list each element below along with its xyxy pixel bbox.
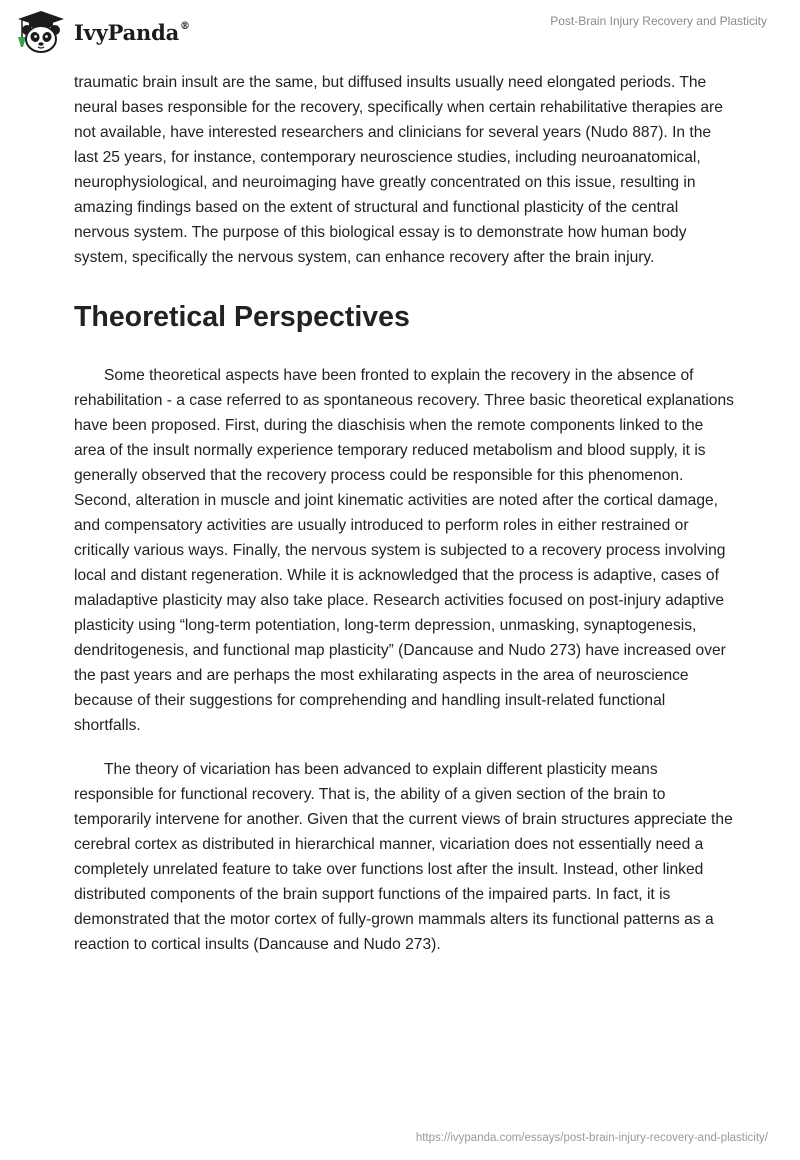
intro-paragraph: traumatic brain insult are the same, but diffused insults usually need elongated periods. The neural bases responsible for the recovery, specifically when certain rehabilitative therapies are not available, have interested researchers and clinicians for several years (Nudo 887). In the last 25 years, for instance, contemporary neuroscience studies, including neuroanatomical, neurophysiological, and neuroimaging have greatly concentrated on this issue, resulting in amazing findings based on the extent of structural and functional plasticity of the central nervous system. The purpose of this biological essay is to demonstrate how human body system, specifically the nervous system, can enhance recovery after the brain injury.: [74, 74, 723, 266]
theory-paragraph-1: Some theoretical aspects have been fronted to explain the recovery in the absence of rehabilitation - a case referred to as spontaneous recovery. Three basic theoretical explanations have been proposed. First, during the diaschisis when the remote components linked to the area of the insult normally experience temporary reduced metabolism and blood supply, it is generally observed that the recovery process could be responsible for this phenomenon. Second, alteration in muscle and joint kinematic activities are noted after the cortical damage, and compensatory activities are usually introduced to perform roles in either restrained or critically various ways. Finally, the nervous system is subjected to a recovery process involving local and distant regeneration. While it is acknowledged that the process is adaptive, cases of maladaptive plasticity may also take place. Research activities focused on post-injury adaptive plasticity using “long-term potentiation, long-term depression, unmasking, synaptogenesis, dendritogenesis, and functional map plasticity” (Dancause and Nudo 273) have increased over the past years and are perhaps the most exhilarating aspects in the area of neuroscience because of their suggestions for comprehending and handling insult-related functional shortfalls.: [74, 367, 734, 734]
registered-mark: ®: [180, 20, 190, 32]
essay-content: [74, 70, 734, 957]
panda-graduate-icon: [14, 9, 68, 53]
brand-name-text: IvyPanda: [74, 19, 180, 45]
ivypanda-logo[interactable]: [14, 9, 190, 53]
brand-name: [74, 20, 190, 45]
paragraph-spacer: [74, 738, 734, 757]
theory-paragraph-2: The theory of vicariation has been advanced to explain different plasticity means responsible for functional recovery. That is, the ability of a given section of the brain to temporarily intervene for another. Given that the current views of brain structures appreciate the cerebral cortex as distributed in hierarchical manner, vicariation does not essentially need a completely unrelated feature to take over functions lost after the insult. Instead, other linked distributed components of the brain support functions of the impaired parts. In fact, it is demonstrated that the motor cortex of fully-grown mammals alters its functional patterns as a reaction to cortical insults (Dancause and Nudo 273).: [74, 761, 733, 953]
section-heading: Theoretical Perspectives: [74, 301, 410, 333]
source-url[interactable]: https://ivypanda.com/essays/post-brain-injury-recovery-and-plasticity/: [415, 1132, 768, 1144]
document-title: Post-Brain Injury Recovery and Plasticity: [550, 14, 767, 28]
page-header: [0, 0, 800, 60]
